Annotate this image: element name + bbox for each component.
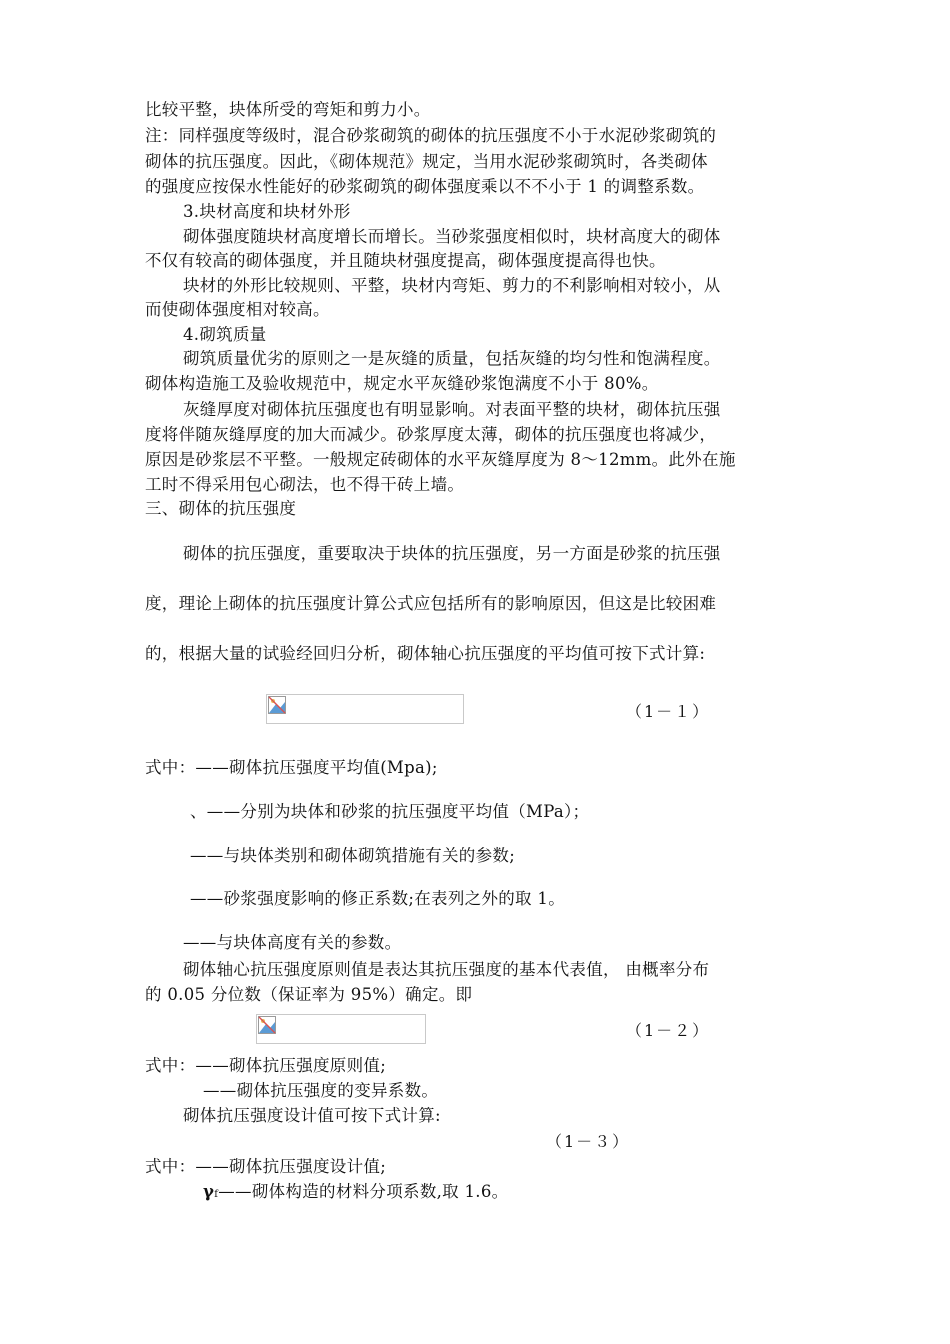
line-text: ——砌体构造的材料分项系数,取 1.6。 — [218, 1182, 509, 1201]
paragraph-line: 式中：——砌体抗压强度原则值; — [145, 1056, 387, 1075]
equation-number: （1－３） — [546, 1132, 631, 1151]
section-heading: 3.块材高度和块材外形 — [183, 202, 351, 221]
paragraph-line: 砌体的抗压强度，重要取决于块体的抗压强度，另一方面是砂浆的抗压强 — [183, 544, 721, 563]
paragraph-line: ——与块体类别和砌体砌筑措施有关的参数; — [190, 846, 516, 865]
gamma-symbol: γ — [203, 1182, 215, 1201]
formula-image-1 — [266, 694, 464, 724]
gamma-subscript: f — [214, 1189, 219, 1200]
paragraph-line: ——砌体抗压强度的变异系数。 — [203, 1081, 439, 1100]
paragraph-line: 块材的外形比较规则、平整，块材内弯矩、剪力的不利影响相对较小，从 — [183, 276, 721, 295]
paragraph-line: 砌筑质量优劣的原则之一是灰缝的质量，包括灰缝的均匀性和饱满程度。 — [183, 349, 721, 368]
paragraph-line: 的，根据大量的试验经回归分析，砌体轴心抗压强度的平均值可按下式计算: — [145, 644, 706, 663]
paragraph-line: 不仅有较高的砌体强度，并且随块材强度提高，砌体强度提高得也快。 — [145, 251, 666, 270]
paragraph-line — [203, 1180, 508, 1207]
paragraph-line: 度将伴随灰缝厚度的加大而减少。砂浆厚度太薄，砌体的抗压强度也将减少， — [145, 425, 717, 444]
paragraph-line: 工时不得采用包心砌法，也不得干砖上墙。 — [145, 475, 465, 494]
paragraph-line: 、——分别为块体和砂浆的抗压强度平均值（MPa）； — [190, 802, 590, 821]
note-line: 注：同样强度等级时，混合砂浆砌筑的砌体的抗压强度不小于水泥砂浆砌筑的 — [145, 126, 717, 145]
equation-number: （1－１） — [626, 702, 711, 721]
paragraph-line: 式中：——砌体抗压强度平均值(Mpa); — [145, 758, 438, 777]
paragraph-line: 砌体构造施工及验收规范中，规定水平灰缝砂浆饱满度不小于 80%。 — [145, 374, 659, 393]
paragraph-line: 砌体轴心抗压强度原则值是表达其抗压强度的基本代表值， 由概率分布 — [183, 960, 710, 979]
paragraph-line: 的强度应按保水性能好的砂浆砌筑的砌体强度乘以不不小于 1 的调整系数。 — [145, 177, 705, 196]
equation-number: （1－２） — [626, 1021, 711, 1040]
paragraph-line: 砌体的抗压强度。因此，《砌体规范》规定，当用水泥砂浆砌筑时，各类砌体 — [145, 152, 708, 171]
paragraph-line: 的 0.05 分位数（保证率为 95%）确定。即 — [145, 985, 473, 1004]
formula-image-2 — [256, 1014, 426, 1044]
paragraph-line: ——砂浆强度影响的修正系数;在表列之外的取 1。 — [190, 889, 566, 908]
paragraph-line: 灰缝厚度对砌体抗压强度也有明显影响。对表面平整的块材，砌体抗压强 — [183, 400, 721, 419]
broken-image-icon — [268, 696, 286, 714]
paragraph-line: 比较平整，块体所受的弯矩和剪力小。 — [145, 100, 431, 119]
section-heading: 4.砌筑质量 — [183, 325, 267, 344]
paragraph-line: 度，理论上砌体的抗压强度计算公式应包括所有的影响原因，但这是比较困难 — [145, 594, 717, 613]
broken-image-icon — [258, 1016, 276, 1034]
paragraph-line: 原因是砂浆层不平整。一般规定砖砌体的水平灰缝厚度为 8～12mm。此外在施 — [145, 450, 736, 469]
paragraph-line: 而使砌体强度相对较高。 — [145, 300, 330, 319]
paragraph-line: 砌体抗压强度设计值可按下式计算: — [183, 1106, 441, 1125]
chapter-heading: 三、砌体的抗压强度 — [145, 499, 297, 518]
paragraph-line: ——与块体高度有关的参数。 — [183, 933, 402, 952]
paragraph-line: 砌体强度随块材高度增长而增长。当砂浆强度相似时，块材高度大的砌体 — [183, 227, 721, 246]
paragraph-line: 式中：——砌体抗压强度设计值; — [145, 1157, 387, 1176]
